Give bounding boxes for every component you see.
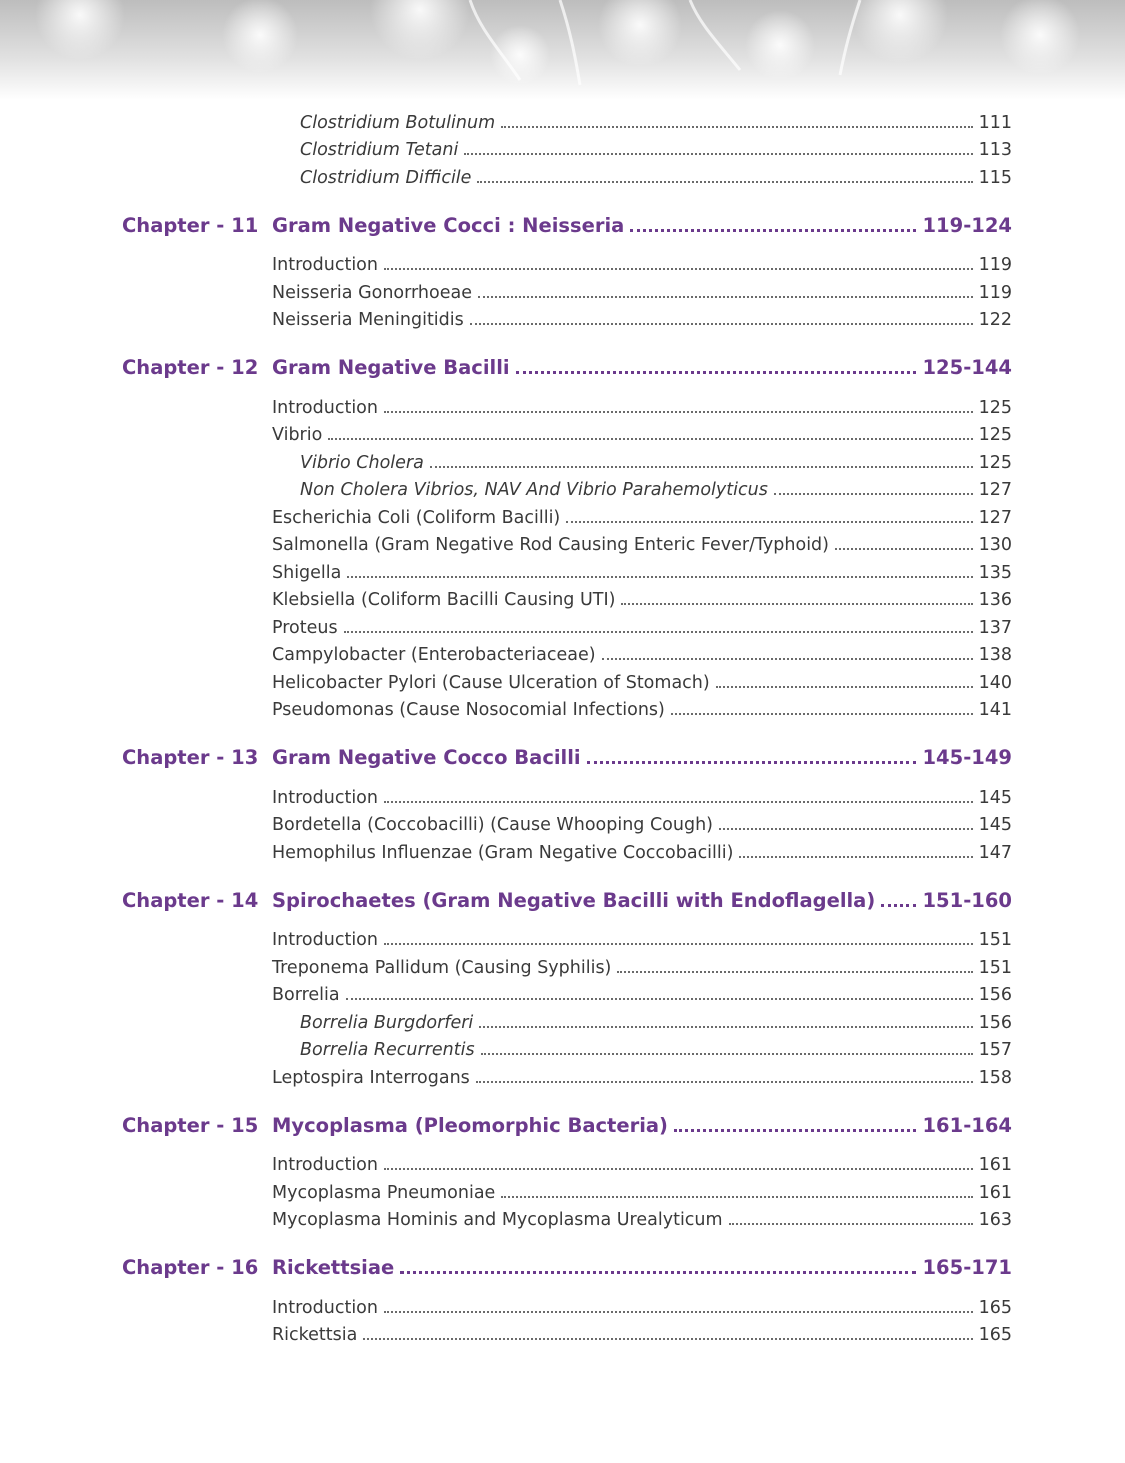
dot-leader — [363, 1321, 972, 1341]
chapter-heading — [0, 882, 1125, 920]
toc-entry — [0, 1178, 1125, 1206]
entry-page-number: 145 — [978, 815, 1012, 835]
dot-leader — [729, 1206, 973, 1226]
chapter-label: Chapter - 13 — [122, 746, 259, 769]
entry-page-number: 156 — [978, 1012, 1012, 1033]
entry-page-number: 122 — [978, 310, 1012, 330]
toc-entry — [0, 926, 1125, 954]
chapter-title: Gram Negative Bacilli — [272, 356, 510, 379]
toc-subentry — [0, 448, 1125, 476]
chapter-label: Chapter - 12 — [122, 356, 259, 379]
chapter-heading — [0, 207, 1125, 245]
entry-title: Mycoplasma Pneumoniae — [272, 1182, 496, 1203]
dot-leader — [430, 448, 973, 468]
entry-page-number: 136 — [978, 590, 1012, 610]
entry-page-number: 165 — [978, 1297, 1012, 1318]
dot-leader — [621, 586, 972, 606]
entry-page-number: 115 — [978, 167, 1012, 188]
entry-title: Vibrio Cholera — [300, 452, 424, 473]
dot-leader — [481, 1036, 973, 1056]
toc-entry — [0, 306, 1125, 334]
toc-entry — [0, 696, 1125, 724]
entry-title: Neisseria Gonorrhoeae — [272, 282, 472, 303]
entry-title: Borrelia Burgdorferi — [300, 1012, 474, 1033]
toc-entry — [0, 613, 1125, 641]
chapter-page-range: 161-164 — [922, 1113, 1012, 1137]
entry-page-number: 130 — [978, 535, 1012, 555]
entry-page-number: 125 — [978, 452, 1012, 473]
dot-leader — [476, 1063, 973, 1083]
chapter-title: Rickettsiae — [272, 1256, 395, 1279]
toc-entry — [0, 503, 1125, 531]
dot-leader — [347, 558, 972, 578]
chapter-page-range: 125-144 — [922, 356, 1012, 379]
toc-entry — [0, 811, 1125, 839]
entry-page-number: 145 — [978, 787, 1012, 808]
entry-page-number: 141 — [978, 700, 1012, 720]
toc-subentry — [0, 1036, 1125, 1064]
dot-leader — [774, 476, 973, 496]
entry-page-number: 157 — [978, 1040, 1012, 1060]
entry-page-number: 161 — [978, 1155, 1012, 1175]
toc-entry — [0, 1321, 1125, 1349]
entry-page-number: 161 — [978, 1182, 1012, 1203]
entry-title: Clostridium Botulinum — [300, 112, 496, 133]
entry-page-number: 137 — [978, 617, 1012, 638]
dot-leader — [516, 352, 917, 375]
entry-page-number: 125 — [978, 397, 1012, 418]
dot-leader — [835, 531, 973, 551]
toc-entry — [0, 1151, 1125, 1179]
chapter-heading — [0, 1249, 1125, 1287]
dot-leader — [384, 926, 973, 946]
dot-leader — [617, 953, 972, 973]
dot-leader — [384, 1293, 973, 1313]
toc-entry — [0, 531, 1125, 559]
dot-leader — [881, 884, 916, 907]
entry-title: Hemophilus Influenzae (Gram Negative Coccobacilli) — [272, 842, 734, 863]
entry-title: Campylobacter (Enterobacteriaceae) — [272, 645, 596, 665]
entry-page-number: 111 — [978, 112, 1012, 133]
entry-title: Introduction — [272, 787, 378, 808]
toc-entry — [0, 1293, 1125, 1321]
dot-leader — [384, 783, 973, 803]
toc-subentry — [0, 163, 1125, 191]
entry-title: Borrelia Recurrentis — [300, 1040, 475, 1060]
entry-page-number: 165 — [978, 1325, 1012, 1345]
dot-leader — [346, 981, 973, 1001]
entry-title: Salmonella (Gram Negative Rod Causing Enteric Fever/Typhoid) — [272, 535, 829, 555]
entry-page-number: 135 — [978, 562, 1012, 583]
entry-title: Shigella — [272, 562, 342, 583]
dot-leader — [478, 278, 973, 298]
chapter-page-range: 119-124 — [922, 213, 1012, 237]
toc-entry — [0, 641, 1125, 669]
dot-leader — [566, 503, 972, 523]
dot-leader — [739, 838, 972, 858]
chapter-label: Chapter - 14 — [122, 888, 259, 912]
entry-page-number: 147 — [978, 842, 1012, 863]
dot-leader — [384, 1151, 973, 1171]
entry-title: Borrelia — [272, 985, 340, 1005]
dot-leader — [501, 108, 972, 128]
entry-page-number: 151 — [978, 957, 1012, 978]
entry-page-number: 119 — [978, 282, 1012, 303]
toc-subentry — [0, 476, 1125, 504]
dot-leader — [344, 613, 973, 633]
dot-leader — [400, 1252, 916, 1275]
chapter-label: Chapter - 11 — [122, 213, 259, 237]
dot-leader — [719, 811, 973, 831]
entry-page-number: 158 — [978, 1067, 1012, 1088]
toc-subentry — [0, 1008, 1125, 1036]
toc-entry — [0, 668, 1125, 696]
entry-title: Rickettsia — [272, 1325, 358, 1345]
entry-title: Pseudomonas (Cause Nosocomial Infections) — [272, 700, 665, 720]
entry-title: Vibrio — [272, 425, 323, 445]
entry-page-number: 127 — [978, 480, 1012, 500]
entry-title: Neisseria Meningitidis — [272, 310, 464, 330]
entry-title: Klebsiella (Coliform Bacilli Causing UTI) — [272, 590, 616, 610]
dot-leader — [479, 1008, 972, 1028]
entry-page-number: 151 — [978, 930, 1012, 950]
chapter-page-range: 151-160 — [922, 888, 1012, 912]
chapter-heading — [0, 739, 1125, 777]
toc-subentry — [0, 108, 1125, 136]
chapter-page-range: 165-171 — [922, 1256, 1012, 1279]
dot-leader — [384, 393, 973, 413]
chapter-title: Mycoplasma (Pleomorphic Bacteria) — [272, 1113, 668, 1137]
dot-leader — [328, 421, 972, 441]
entry-page-number: 140 — [978, 672, 1012, 693]
dot-leader — [630, 209, 916, 232]
entry-title: Introduction — [272, 255, 378, 275]
entry-title: Introduction — [272, 1155, 378, 1175]
toc-entry — [0, 783, 1125, 811]
entry-title: Treponema Pallidum (Causing Syphilis) — [272, 957, 612, 978]
entry-title: Clostridium Difficile — [300, 167, 472, 188]
entry-title: Escherichia Coli (Coliform Bacilli) — [272, 507, 561, 528]
toc-entry — [0, 981, 1125, 1009]
header-banner-image — [0, 0, 1125, 100]
toc-entry — [0, 838, 1125, 866]
toc-entry — [0, 558, 1125, 586]
entry-page-number: 113 — [978, 140, 1012, 160]
entry-title: Introduction — [272, 397, 378, 418]
entry-title: Bordetella (Coccobacilli) (Cause Whooping Cough) — [272, 815, 714, 835]
entry-title: Helicobacter Pylori (Cause Ulceration of Stomach) — [272, 672, 710, 693]
toc-entry — [0, 953, 1125, 981]
toc-entry — [0, 251, 1125, 279]
entry-title: Leptospira Interrogans — [272, 1067, 470, 1088]
entry-title: Clostridium Tetani — [300, 140, 459, 160]
chapter-title: Gram Negative Cocci : Neisseria — [272, 213, 625, 237]
chapter-heading — [0, 1107, 1125, 1145]
chapter-label: Chapter - 15 — [122, 1113, 259, 1137]
entry-page-number: 119 — [978, 255, 1012, 275]
chapter-title: Gram Negative Cocco Bacilli — [272, 746, 581, 769]
chapter-page-range: 145-149 — [922, 746, 1012, 769]
dot-leader — [602, 641, 973, 661]
entry-title: Mycoplasma Hominis and Mycoplasma Urealyticum — [272, 1210, 723, 1230]
entry-title: Non Cholera Vibrios, NAV And Vibrio Parahemolyticus — [300, 480, 768, 500]
entry-page-number: 163 — [978, 1210, 1012, 1230]
toc-entry — [0, 393, 1125, 421]
dot-leader — [671, 696, 973, 716]
chapter-label: Chapter - 16 — [122, 1256, 259, 1279]
entry-page-number: 156 — [978, 985, 1012, 1005]
entry-title: Proteus — [272, 617, 338, 638]
toc-entry — [0, 1063, 1125, 1091]
chapter-heading — [0, 349, 1125, 387]
dot-leader — [477, 163, 972, 183]
entry-page-number: 125 — [978, 425, 1012, 445]
dot-leader — [716, 668, 973, 688]
table-of-contents — [0, 108, 1125, 1348]
entry-title: Introduction — [272, 930, 378, 950]
dot-leader — [470, 306, 973, 326]
dot-leader — [587, 742, 917, 765]
chapter-title: Spirochaetes (Gram Negative Bacilli with Endoflagella) — [272, 888, 876, 912]
entry-title: Introduction — [272, 1297, 378, 1318]
toc-subentry — [0, 136, 1125, 164]
entry-page-number: 127 — [978, 507, 1012, 528]
toc-entry — [0, 586, 1125, 614]
entry-page-number: 138 — [978, 645, 1012, 665]
dot-leader — [384, 251, 973, 271]
toc-entry — [0, 1206, 1125, 1234]
dot-leader — [464, 136, 972, 156]
dot-leader — [674, 1109, 917, 1132]
dot-leader — [501, 1178, 972, 1198]
toc-entry — [0, 421, 1125, 449]
toc-entry — [0, 278, 1125, 306]
